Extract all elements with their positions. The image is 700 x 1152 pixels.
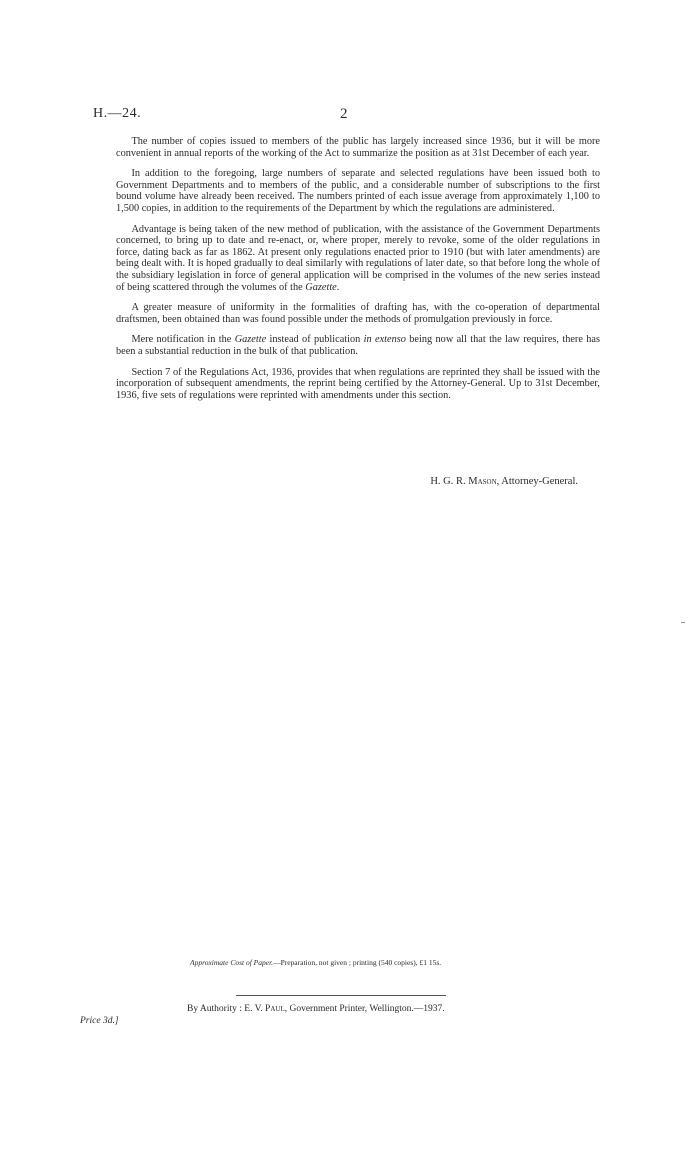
authority-suffix: , Government Printer, Wellington.—1937. (284, 1004, 445, 1014)
page-number: 2 (340, 106, 348, 122)
edge-mark (681, 622, 685, 623)
paragraph-5-part1: Mere notification in the (131, 334, 235, 346)
signature (430, 476, 578, 487)
footer-rule (236, 995, 446, 996)
authority-line (187, 1004, 445, 1014)
authority-name: Paul (265, 1004, 285, 1014)
paragraph-1 (116, 136, 600, 159)
paragraph-5-part3: being now all that the law requires, there has been a substantial reduction in the bulk of that publication. (116, 334, 600, 357)
paragraph-2-text: In addition to the foregoing, large numbers of separate and selected regulations have been issued both to Government Departments and to members of the public, and a considerable number of subscriptions to the first bound volume have already been received. The numbers printed of each issue average from approximately 1,100 to 1,500 copies, in addition to the requirements of the Department by which the regulations are administered. (116, 168, 600, 214)
signature-surname: Mason (468, 476, 497, 487)
paragraph-3-text: Advantage is being taken of the new method of publication, with the assistance of the Government Departments concerned, to bring up to date and re-enact, or, where proper, merely to revoke, some of the older regulations in force, dating back as far as 1862. At present only regulations enacted prior to 1910 (but with later amendments) are being dealt with. It is hoped gradually to deal similarly with regulations of later date, so that before long the whole of the subsidiary legislation in force of general application will be comprised in the volumes of the new series instead of being scattered through the volumes of the (116, 223, 600, 293)
authority-prefix: By Authority : E. V. (187, 1004, 266, 1014)
price-note: Price 3d.] (80, 1016, 119, 1026)
cost-note (190, 958, 441, 967)
page-ref: H.—24. (93, 106, 142, 121)
paragraph-3 (116, 224, 600, 294)
signature-initials: H. G. R. (430, 476, 469, 487)
gazette-italic: Gazette (305, 281, 337, 293)
paragraph-6-text: Section 7 of the Regulations Act, 1936, provides that when regulations are reprinted they shall be issued with the incorporation of subsequent amendments, the reprint being certified by the Attorney-General. Up to 31st December, 1936, five sets of regulations were reprinted with amendments under this section. (116, 366, 600, 401)
cost-text: —Preparation, not given ; printing (540 copies), £1 15s. (273, 958, 442, 967)
signature-title: , Attorney-General. (496, 476, 578, 487)
in-extenso-italic: in extenso (363, 334, 406, 346)
paragraph-1-text: The number of copies issued to members of the public has largely increased since 1936, but it will be more convenient in annual reports of the working of the Act to summarize the position as at 31st December of each year. (116, 136, 600, 159)
report-body (116, 136, 600, 410)
paragraph-3-end: . (336, 281, 340, 293)
paragraph-2 (116, 168, 600, 214)
paragraph-4 (116, 302, 600, 325)
paragraph-5-part2: instead of publication (266, 334, 364, 346)
gazette-italic: Gazette (234, 334, 267, 346)
paragraph-4-text: A greater measure of uniformity in the formalities of drafting has, with the co-operation of departmental draftsmen, been obtained than was found possible under the methods of promulgation previously in force. (116, 302, 600, 325)
cost-label: Approximate Cost of Paper. (190, 958, 274, 967)
paragraph-6 (116, 367, 600, 402)
paragraph-5 (116, 334, 600, 357)
